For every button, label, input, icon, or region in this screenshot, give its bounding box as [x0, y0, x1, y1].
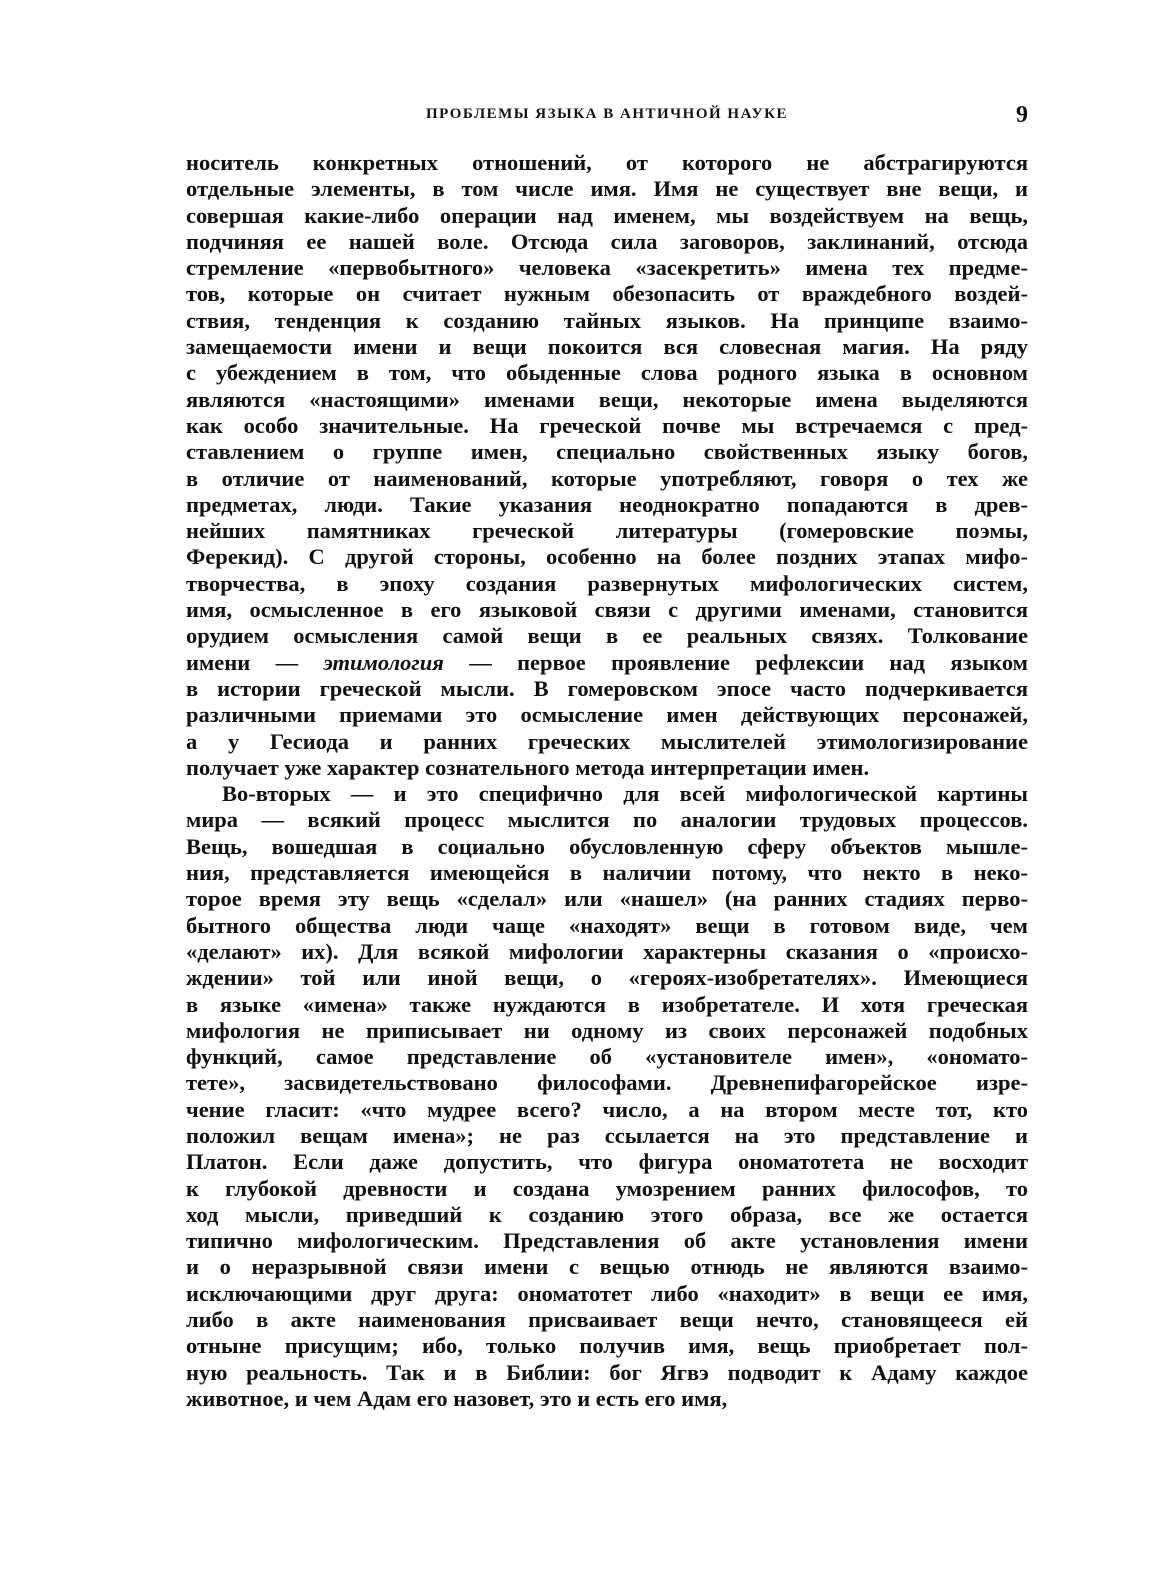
- text-line: как особо значительные. На греческой почве мы встречаемся с пред-: [186, 412, 1028, 438]
- text-line: а у Гесиода и ранних греческих мыслителей этимологизирование: [186, 728, 1028, 754]
- text-line: Платон. Если даже допустить, что фигура ономатотета не восходит: [186, 1149, 1028, 1175]
- text-line: либо в акте наименования присваивает вещи нечто, становящееся ей: [186, 1307, 1028, 1333]
- text-line: с убеждением в том, что обыденные слова родного языка в основном: [186, 360, 1028, 386]
- text-line: ход мысли, приведший к созданию этого образа, все же остается: [186, 1201, 1028, 1227]
- text-line: типично мифологическим. Представления об акте установления имени: [186, 1228, 1028, 1254]
- text-line: различными приемами это осмысление имен действующих персонажей,: [186, 702, 1028, 728]
- text-line: ствия, тенденция к созданию тайных языков. На принципе взаимо-: [186, 307, 1028, 333]
- text-line: в отличие от наименований, которые употребляют, говоря о тех же: [186, 465, 1028, 491]
- text-line: ставлением о группе имен, специально свойственных языку богов,: [186, 439, 1028, 465]
- text-line: подчиняя ее нашей воле. Отсюда сила заговоров, заклинаний, отсюда: [186, 228, 1028, 254]
- text-line: стремление «первобытного» человека «засекретить» имена тех предме-: [186, 255, 1028, 281]
- body-text: [186, 150, 1028, 1412]
- text-line: к глубокой древности и создана умозрением ранних философов, то: [186, 1175, 1028, 1201]
- italic-term: этимология: [323, 649, 444, 675]
- text-segment: имени —: [186, 649, 324, 675]
- text-line: ную реальность. Так и в Библии: бог Ягвэ подводит к Адаму каждое: [186, 1359, 1028, 1385]
- text-line: творчества, в эпоху создания развернутых мифологических систем,: [186, 570, 1028, 596]
- text-line: ния, представляется имеющейся в наличии потому, что некто в неко-: [186, 860, 1028, 886]
- text-line: Вещь, вошедшая в социально обусловленную сферу объектов мышле-: [186, 833, 1028, 859]
- text-line: в языке «имена» также нуждаются в изобретателе. И хотя греческая: [186, 991, 1028, 1017]
- text-line: отныне присущим; ибо, только получив имя, вещь приобретает пол-: [186, 1333, 1028, 1359]
- text-line: Ферекид). С другой стороны, особенно на более поздних этапах мифо-: [186, 544, 1028, 570]
- text-line: тов, которые он считает нужным обезопасить от враждебного воздей-: [186, 281, 1028, 307]
- text-line: функций, самое представление об «установителе имен», «ономато-: [186, 1044, 1028, 1070]
- text-line: ждении» той или иной вещи, о «героях-изобретателях». Имеющиеся: [186, 965, 1028, 991]
- text-line: бытного общества люди чаще «находят» вещи в готовом виде, чем: [186, 912, 1028, 938]
- text-segment: — первое проявление рефлексии над языком: [443, 649, 1028, 675]
- text-line: замещаемости имени и вещи покоится вся словесная магия. На ряду: [186, 334, 1028, 360]
- text-line: в истории греческой мысли. В гомеровском эпосе часто подчеркивается: [186, 675, 1028, 701]
- text-line: торое время эту вещь «сделал» или «нашел» (на ранних стадиях перво-: [186, 886, 1028, 912]
- running-head: [186, 104, 1028, 134]
- paragraph-start-line: Во-вторых — и это специфично для всей мифологической картины: [222, 781, 1028, 807]
- text-line: орудием осмысления самой вещи в ее реальных связях. Толкование: [186, 623, 1028, 649]
- text-line: имя, осмысленное в его языковой связи с другими именами, становится: [186, 597, 1028, 623]
- page-number: 9: [1016, 102, 1028, 128]
- text-line: отдельные элементы, в том числе имя. Имя не существует вне вещи, и: [186, 176, 1028, 202]
- text-line: носитель конкретных отношений, от которого не абстрагируются: [186, 150, 1028, 175]
- text-line: исключающими друг друга: ономатотет либо «находит» в вещи ее имя,: [186, 1280, 1028, 1306]
- text-line: предметах, люди. Такие указания неоднократно попадаются в древ-: [186, 491, 1028, 517]
- text-line: мифология не приписывает ни одному из своих персонажей подобных: [186, 1017, 1028, 1043]
- text-line: чение гласит: «что мудрее всего? число, а на втором месте тот, кто: [186, 1096, 1028, 1122]
- text-line: мира — всякий процесс мыслится по аналогии трудовых процессов.: [186, 807, 1028, 833]
- text-line: совершая какие-либо операции над именем, мы воздействуем на вещь,: [186, 202, 1028, 228]
- text-line: являются «настоящими» именами вещи, некоторые имена выделяются: [186, 386, 1028, 412]
- text-line: «делают» их). Для всякой мифологии характерны сказания о «происхо-: [186, 938, 1028, 964]
- running-title: ПРОБЛЕМЫ ЯЗЫКА В АНТИЧНОЙ НАУКЕ: [426, 106, 788, 122]
- text-line: животное, и чем Адам его назовет, это и есть его имя,: [186, 1385, 728, 1411]
- text-line: получает уже характер сознательного метода интерпретации имен.: [186, 754, 870, 780]
- text-line: нейших памятниках греческой литературы (гомеровские поэмы,: [186, 518, 1028, 544]
- text-line: тете», засвидетельствовано философами. Древнепифагорейское изре-: [186, 1070, 1028, 1096]
- text-line: и о неразрывной связи имени с вещью отнюдь не являются взаимо-: [186, 1254, 1028, 1280]
- text-line-with-italic: [186, 650, 1028, 676]
- text-line: положил вещам имена»; не раз ссылается на это представление и: [186, 1122, 1028, 1148]
